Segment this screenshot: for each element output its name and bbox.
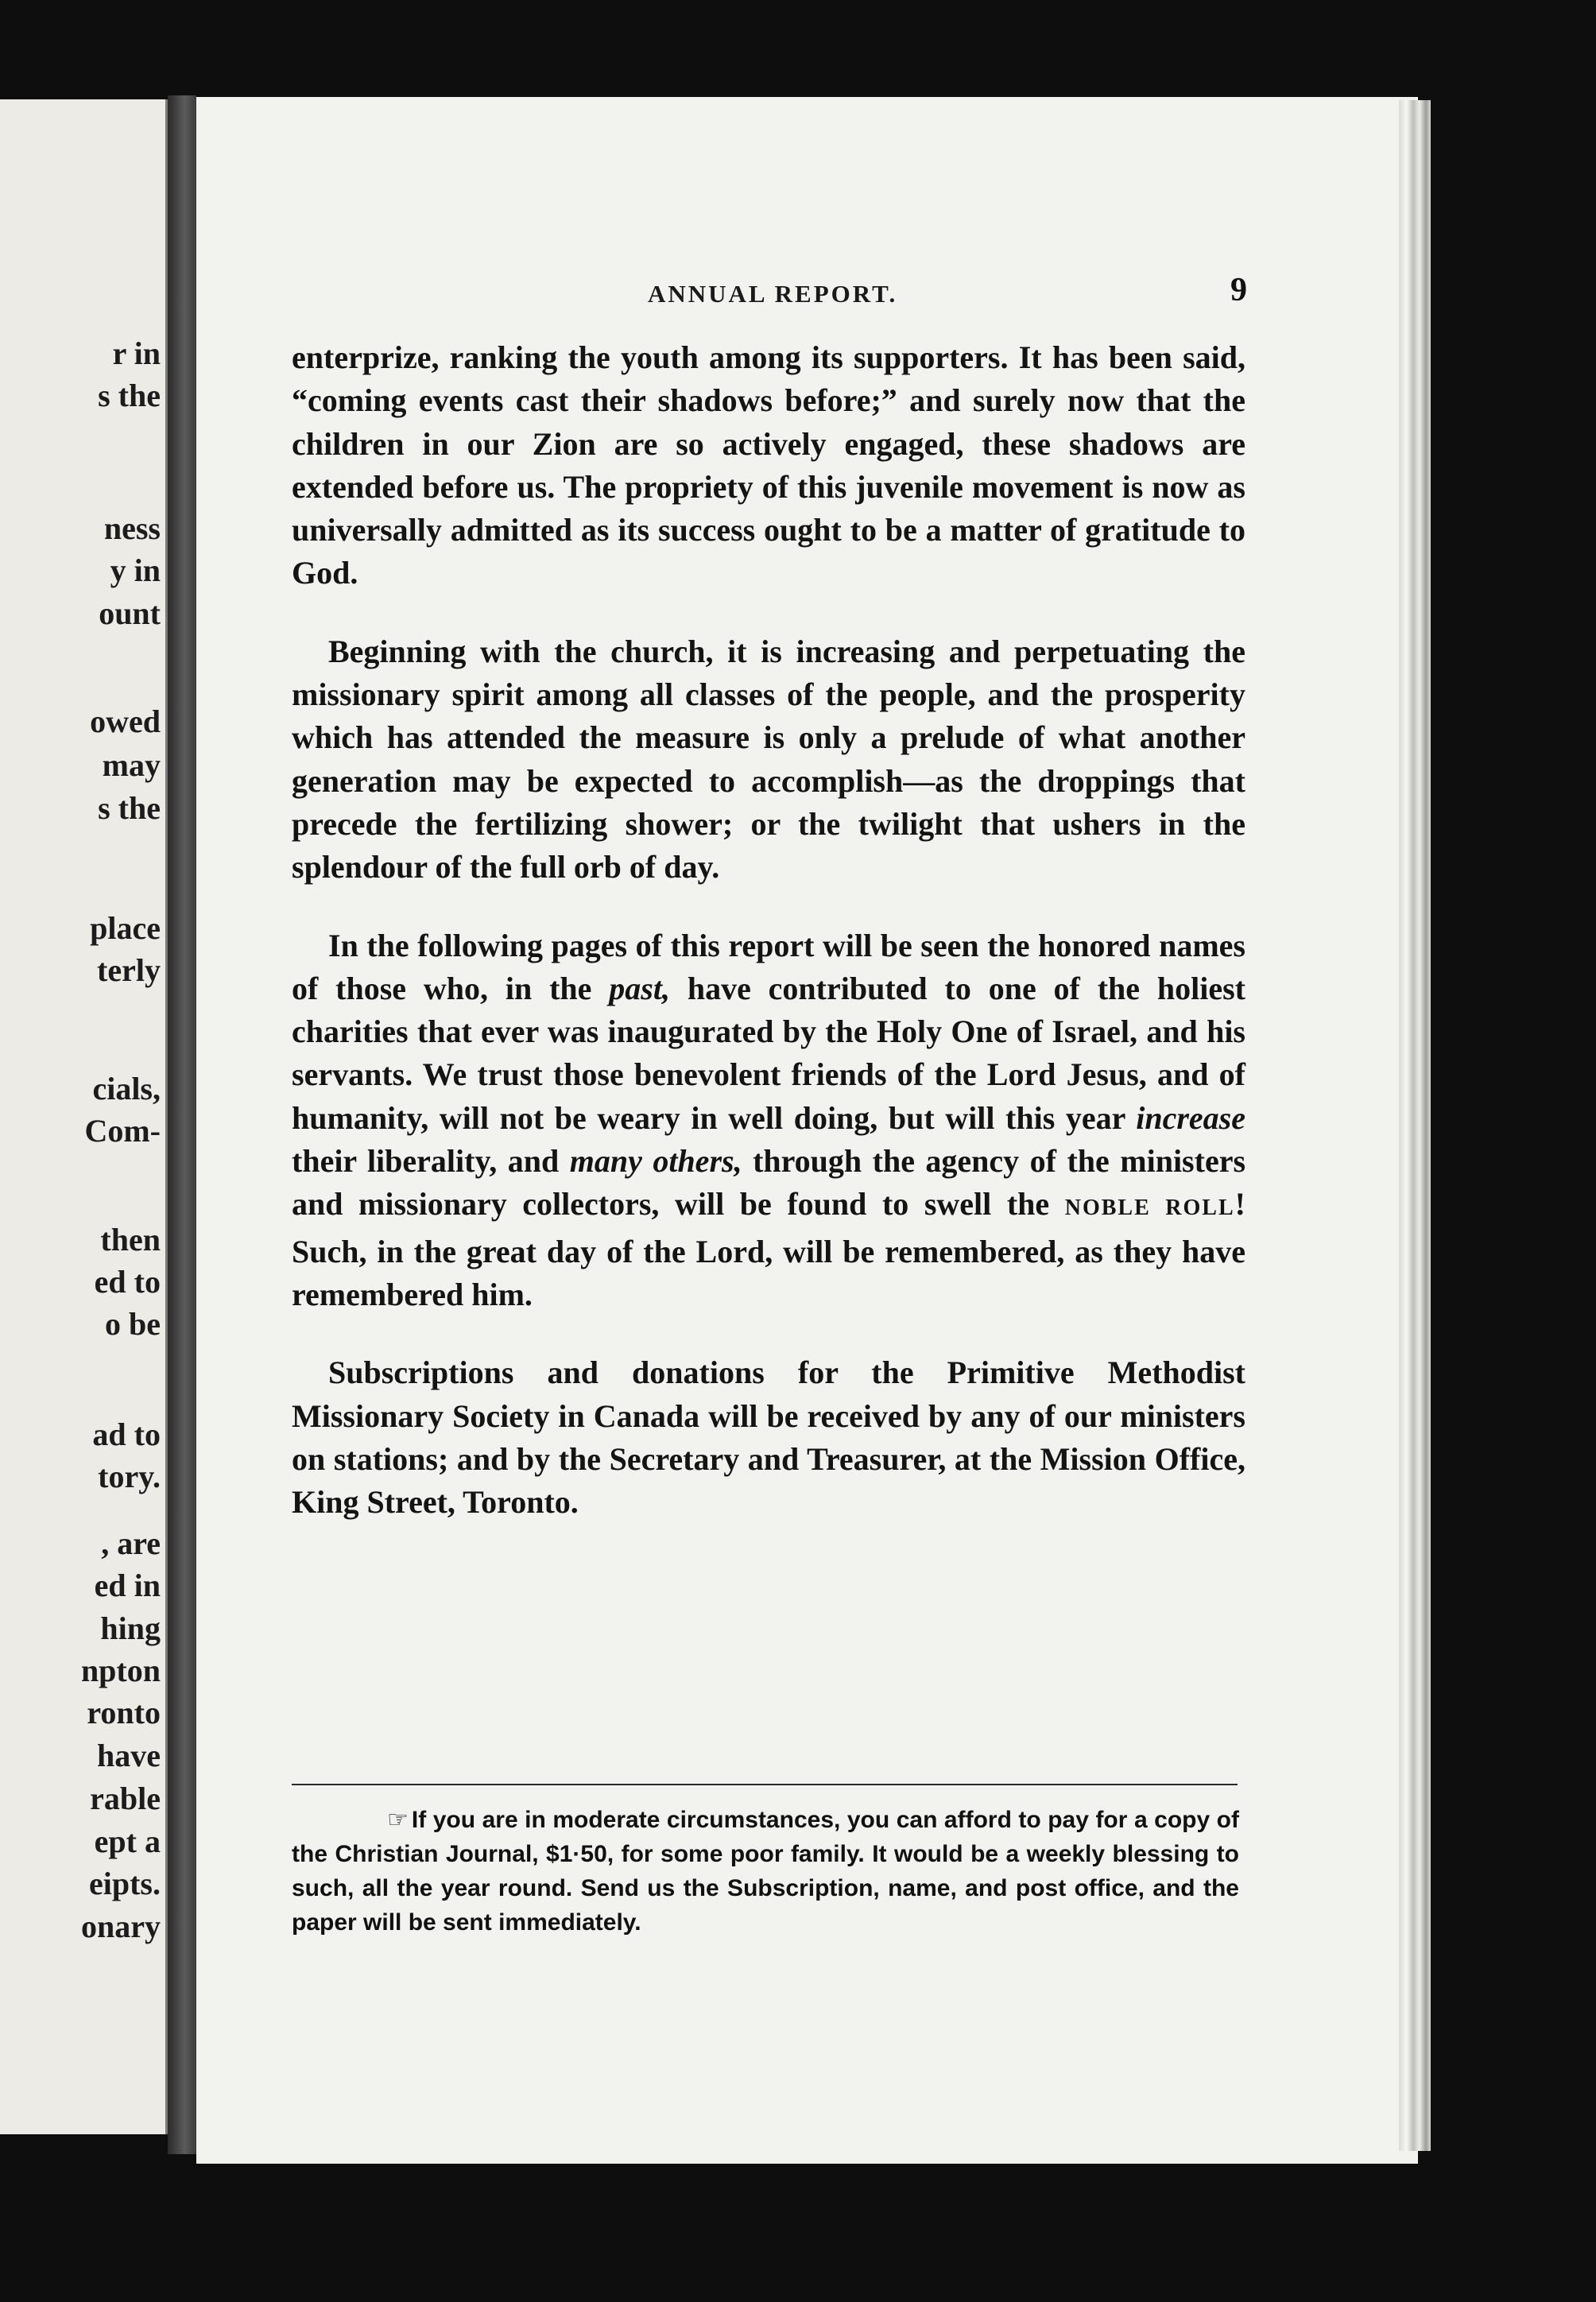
book-gutter <box>168 95 196 2154</box>
many-others-emphasis: many others, <box>569 1143 742 1180</box>
past-emphasis: past, <box>609 970 670 1006</box>
facing-page-line: cials, <box>92 1071 161 1106</box>
facing-page-line: ness <box>103 510 161 546</box>
facing-page-line: then <box>100 1222 161 1258</box>
facing-page <box>0 99 168 2134</box>
footnote-rule <box>292 1784 1238 1785</box>
footnote-text: If you are in moderate circumstances, you can afford to pay for a copy of the Christian Journal, $1·50, for some poor family. It would be a weekly blessing to such, all the year round. Send us the Subscription, name, and post office, and the paper will be sent immediately. <box>292 1807 1239 1936</box>
facing-page-line: ed to <box>94 1264 161 1300</box>
page-number: 9 <box>1230 272 1247 308</box>
paragraph-3-part-d: through the agency of the ministers and missionary collectors, will be found to swell the <box>292 1143 1246 1223</box>
pointing-hand-icon: ☞ <box>387 1807 407 1833</box>
facing-page-line: y in <box>110 552 161 588</box>
facing-page-line: Com- <box>84 1113 161 1149</box>
page-edge <box>1399 100 1431 2151</box>
facing-page-line: ed in <box>94 1568 161 1603</box>
facing-page-line: , are <box>101 1525 161 1561</box>
paragraph-3-part-a: In the following pages of this report will be seen the honored names of those who, in the <box>292 927 1245 1006</box>
facing-page-line: npton <box>80 1653 161 1688</box>
increase-emphasis: increase <box>1136 1099 1246 1136</box>
facing-page-line: o be <box>105 1306 161 1342</box>
facing-page-line: place <box>90 910 161 946</box>
paragraph-3-part-e: ! Such, in the great day of the Lord, will be remembered, as they have remembered him. <box>292 1186 1245 1312</box>
facing-page-line: s the <box>98 790 161 826</box>
facing-page-line: tory. <box>98 1459 161 1494</box>
paragraph-4: Subscriptions and donations for the Primitive Methodist Missionary Society in Canada will be received by any of our ministers on stations; and by the Secretary and Treasurer, at the Mission Office, King Street, Toronto. <box>292 1354 1245 1521</box>
paragraph-2: Beginning with the church, it is increasing and perpetuating the missionary spirit among all classes of the people, and the prosperity which has attended the measure is only a prelude of what another generation may be expected to accomplish—as the droppings that precede the fertilizing shower; or the twilight that ushers in the splendour of the full orb of day. <box>292 633 1245 886</box>
paragraph-1: enterprize, ranking the youth among its supporters. It has been said, “coming events cast their shadows before;” and surely now that the children in our Zion are so actively engaged, these shadows are extended before us. The propriety of this juvenile movement is now as universally admitted as its success ought to be a matter of gratitude to God. <box>292 339 1245 591</box>
facing-page-line: terly <box>97 952 161 988</box>
facing-page-line: r in <box>112 335 161 371</box>
running-head: ANNUAL REPORT. <box>648 280 898 308</box>
facing-page-line: owed <box>90 703 161 739</box>
facing-page-line: s the <box>98 378 161 413</box>
facing-page-line: may <box>102 747 161 783</box>
facing-page-line: eipts. <box>89 1866 161 1901</box>
facing-page-line: ronto <box>87 1695 161 1730</box>
noble-roll: NOBLE ROLL <box>1064 1196 1235 1221</box>
paragraph-3-part-c: their liberality, and <box>292 1143 560 1180</box>
facing-page-line: ount <box>99 595 161 631</box>
facing-page-line: onary <box>81 1909 161 1944</box>
body-text <box>292 336 1245 1559</box>
footnote <box>292 1803 1239 1940</box>
facing-page-line: rable <box>90 1781 161 1816</box>
facing-page-line: have <box>97 1738 161 1773</box>
facing-page-line: ad to <box>92 1416 161 1452</box>
facing-page-line: ept a <box>94 1823 161 1859</box>
paragraph-3 <box>292 924 1245 1317</box>
paragraph-3-part-b: have contributed to one of the holiest charities that ever was inaugurated by the Holy One of Israel, and his servants. We trust those benevolent friends of the Lord Jesus, and of humanity, will not be weary in well doing, but will this year <box>292 970 1246 1136</box>
facing-page-line: hing <box>100 1610 161 1646</box>
